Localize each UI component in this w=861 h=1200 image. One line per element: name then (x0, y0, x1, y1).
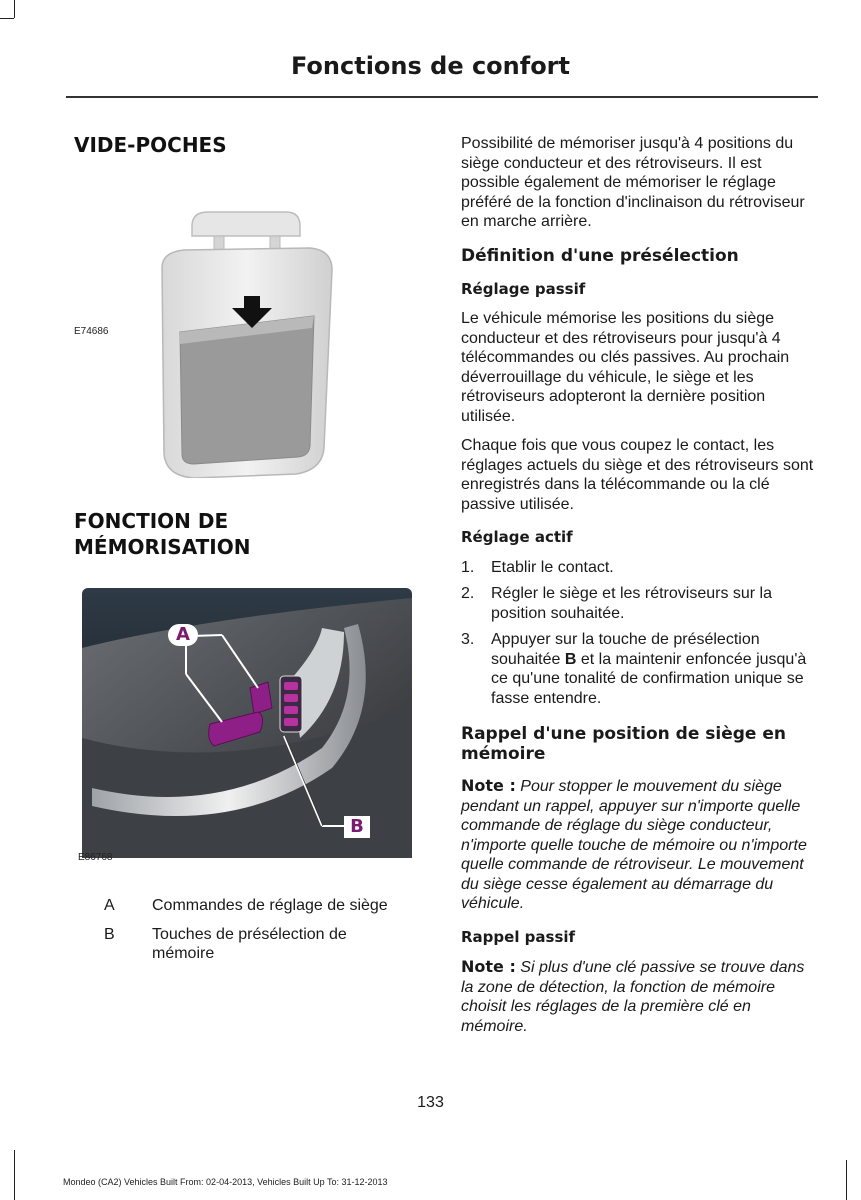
heading-rappel: Rappel d'une position de siège en mémoire (461, 724, 786, 764)
step-number: 1. (461, 558, 475, 576)
legend-row (74, 925, 392, 964)
section-title-line: FONCTION DE (74, 509, 229, 533)
step-text: et la maintenir enfoncée jusqu'à ce qu'une tonalité de confirmation unique se fasse entendre. (491, 650, 807, 707)
crop-mark (846, 1160, 847, 1200)
crop-mark (0, 18, 14, 19)
crop-mark (14, 1150, 15, 1200)
step-text: Régler le siège et les rétroviseurs sur la position souhaitée. (491, 585, 773, 622)
note-text: Pour stopper le mouvement du siège pendant un rappel, appuyer sur n'importe quelle commande de réglage du siège conducteur, n'importe quelle touche de mémoire ou n'importe quelle commande de rétroviseur. Le mouvement du siège cesse également au démarrage du véhicule. (461, 778, 807, 912)
step-bold-key: B (564, 650, 577, 668)
note-label: Note : (461, 957, 516, 976)
section-title-memorisation (74, 508, 419, 560)
legend-text: Touches de présélection de mémoire (152, 925, 347, 962)
heading-rappel-passif: Rappel passif (461, 927, 576, 946)
list-item (461, 630, 821, 708)
crop-mark (14, 0, 15, 18)
legend-key: A (104, 897, 115, 914)
figure-code: E74686 (74, 326, 109, 337)
page-title: Fonctions de confort (291, 52, 570, 80)
callout-b-label: B (350, 816, 364, 837)
figure-memorisation (74, 588, 414, 878)
figure-code: E86768 (78, 852, 113, 863)
right-column (461, 134, 821, 1046)
left-column (74, 128, 419, 964)
seat-back-illustration (74, 178, 414, 478)
legend-text: Commandes de réglage de siège (152, 897, 388, 914)
footer-text: Mondeo (CA2) Vehicles Built From: 02-04-2013, Vehicles Built Up To: 31-12-2013 (63, 1177, 388, 1187)
section-title-line: MÉMORISATION (74, 535, 251, 559)
header-divider (66, 96, 818, 98)
note-text: Si plus d'une clé passive se trouve dans la zone de détection, la fonction de mémoire choisit les réglages de la première clé en mémoire. (461, 959, 805, 1035)
step-number: 3. (461, 631, 475, 648)
note-paragraph (461, 957, 821, 1036)
figure-legend (74, 896, 419, 964)
legend-row (74, 896, 419, 916)
figure-vide-poches (74, 178, 414, 478)
callout-b-badge (344, 816, 370, 838)
steps-list (461, 558, 821, 709)
heading-reglage-actif: Réglage actif (461, 528, 573, 546)
legend-key: B (104, 925, 115, 943)
callout-a-label: A (176, 624, 190, 645)
note-paragraph (461, 776, 821, 914)
section-title-vide-poches: VIDE-POCHES (74, 133, 227, 157)
list-item (461, 584, 821, 623)
step-text: Etablir le contact. (491, 558, 614, 576)
page-number: 133 (417, 1094, 444, 1111)
heading-definition: Définition d'une présélection (461, 245, 739, 266)
step-number: 2. (461, 585, 475, 602)
passif-paragraph: Le véhicule mémorise les positions du siège conducteur et des rétroviseurs pour jusqu'à 4 télécommandes ou clés passives. Au prochain déverrouillage du véhicule, le siège et les rétroviseurs adopteront la dernière position utilisée. (461, 310, 790, 425)
list-item (461, 558, 821, 578)
intro-paragraph: Possibilité de mémoriser jusqu'à 4 positions du siège conducteur et des rétroviseurs. Il est possible également de mémoriser le réglage préféré de la fonction d'inclinaison du rétroviseur en marche arrière. (461, 135, 805, 230)
note-label: Note : (461, 776, 516, 795)
callout-a-badge (168, 624, 198, 646)
passif-paragraph: Chaque fois que vous coupez le contact, les réglages actuels du siège et des rétroviseurs sont enregistrés dans la télécommande ou la clé passive utilisée. (461, 437, 814, 513)
step-text: Appuyer sur la touche de présélection souhaitée (491, 631, 760, 668)
heading-reglage-passif: Réglage passif (461, 279, 586, 298)
